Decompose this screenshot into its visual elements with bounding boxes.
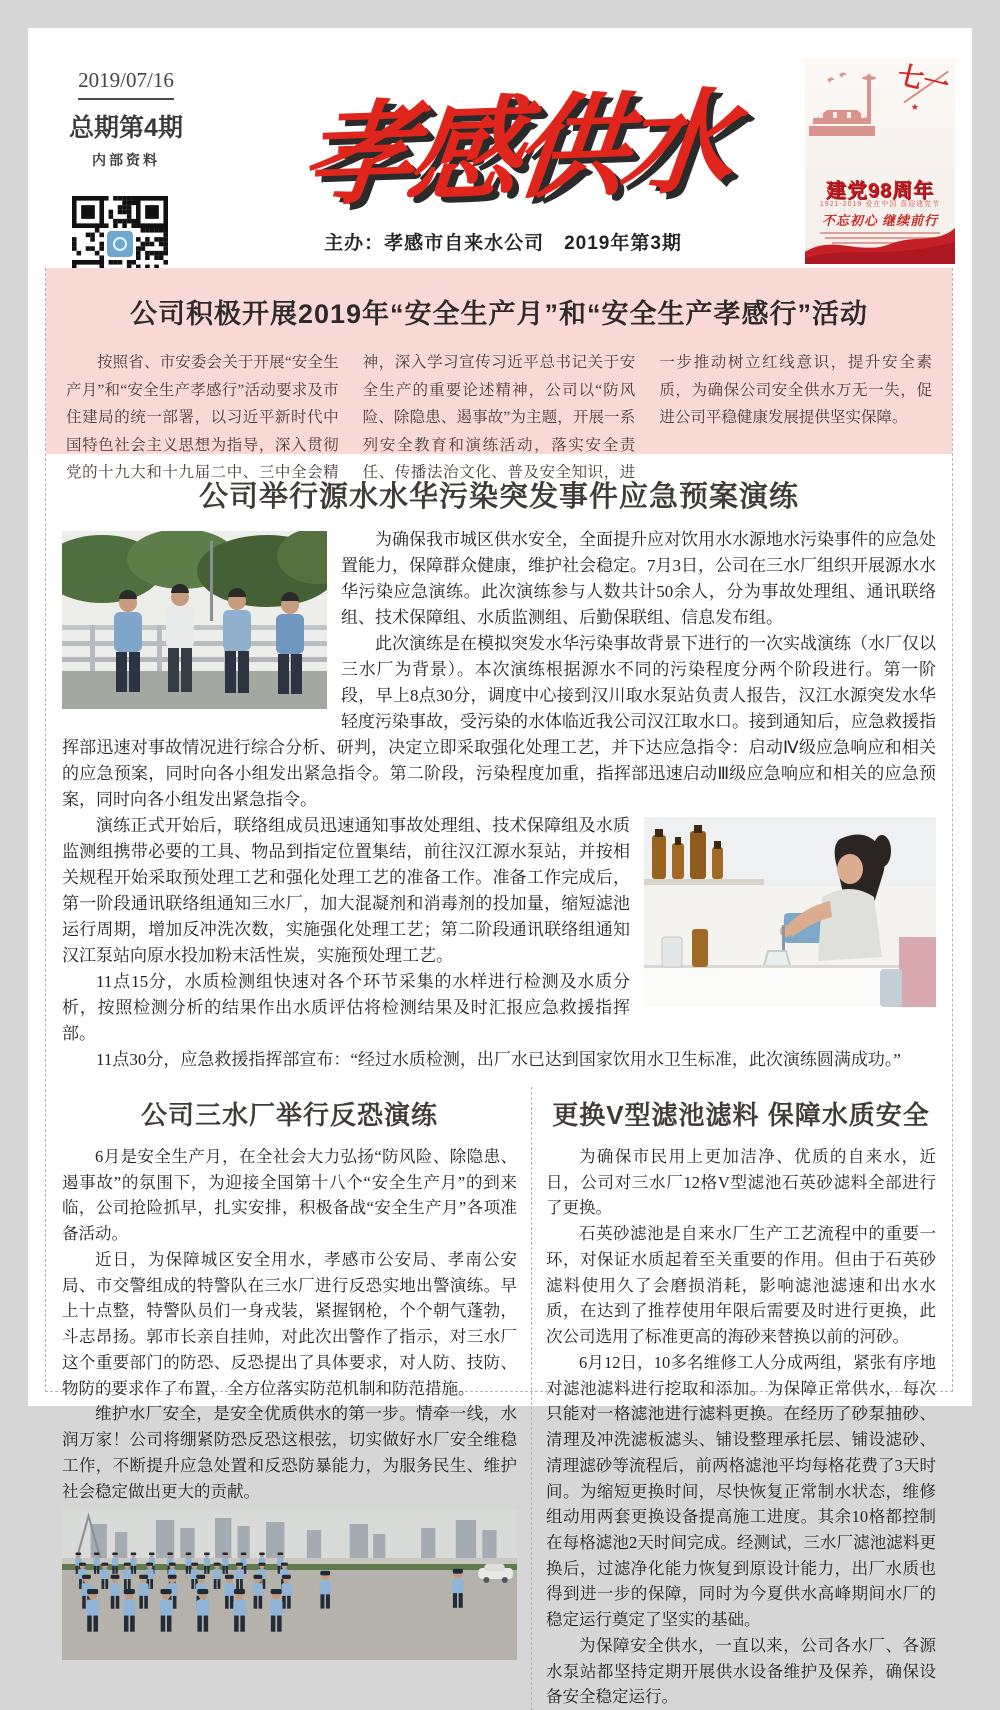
article-filter-paragraph: 石英砂滤池是自来水厂生产工艺流程中的重要一环，对保证水质起着至关重要的作用。但由于石英砂滤料使用久了会磨损消耗，影响滤池滤速和出水水质，在达到了推荐使用年限后需要及时进行更换，此次公司选用了标准更高的海砂来替换以前的河砂。 (546, 1224, 936, 1347)
tiananmen-doves-icon (809, 72, 899, 142)
article-drill-headline: 公司举行源水水华污染突发事件应急预案演练 (198, 481, 799, 513)
issue-classification: 内部资料 (92, 152, 160, 168)
article-antiterror-paragraph: 维护水厂安全，是安全优质供水的第一步。情牵一线，水润万家！公司将绷紧防恐反恐这根弦，切实做好水厂安全维稳工作，不断提升应急处置和反恐防暴能力，为服务民生、维护社会稳定做出更大的贡献。 (62, 1404, 517, 1501)
article-drill-paragraph: 此次演练是在模拟突发水华污染事故背景下进行的一次实战演练（水厂仅以三水厂为背景）。本次演练根据源水不同的污染程度分两个阶段进行。第一阶段，早上8点30分，调度中心接到汉川取水泵站负责人报告，汉江水源突发水华轻度污染事故，受污染的水体临近我公司汉江取水口。接到通知后，应急救援指挥部迅速对事故情况进行综合分析、研判，决定立即采取强化处理工艺，并下达应急指令：启动Ⅳ级应急响应和相关的应急预案，同时向各小组发出紧急指令。第二阶段，污染程度加重，指挥部迅速启动Ⅲ级应急响应和相关的应急预案，同时向各小组发出紧急指令。 (62, 634, 936, 809)
content-frame (45, 268, 953, 1707)
article-filter-headline: 更换V型滤池滤料 保障水质安全 (552, 1100, 930, 1130)
poster-slogan: 不忘初心 继续前行 (821, 213, 939, 228)
article-antiterror-paragraph: 6月是安全生产月，在全社会大力弘扬“防风险、除隐患、遏事故”的氛围下，为迎接全国第十八个“安全生产月”的到来临，公司抢险抓早，扎实安排，积极备战“安全生产月”各项准备活动。 (62, 1147, 517, 1244)
article-drill-paragraph: 11点15分，水质检测组快速对各个环节采集的水样进行检测及水质分析，按照检测分析的结果作出水质评估将检测结果及时汇报应急救援指挥部。 (62, 972, 630, 1043)
masthead (223, 46, 808, 234)
newspaper-page (28, 28, 972, 1707)
issue-number: 总期第4期 (69, 114, 183, 142)
poster-anniversary-title: 建党98周年 (825, 180, 935, 202)
article-drill-paragraph: 为确保我市城区供水安全，全面提升应对饮用水水源地水污染事件的应急处置能力，保障群众健康，维护社会稳定。7月3日，公司在三水厂组织开展源水水华污染应急演练。此次演练参与人数共计50余人，分为事故处理组、通讯联络组、技术保障组、水质监测组、后勤保联组、信息发布组。 (341, 530, 936, 627)
article-drill-body (62, 527, 936, 1073)
poster-star-icon: ★ (910, 102, 919, 112)
article-antiterror-drill (46, 1087, 532, 1710)
banner-article (46, 268, 952, 482)
article-antiterror-headline: 公司三水厂举行反恐演练 (140, 1100, 438, 1130)
photo-police-formation (62, 1510, 517, 1660)
article-filter-media (532, 1087, 952, 1710)
photo-drill-site (62, 531, 327, 709)
masthead-calligraphy-title: 孝感供水 (294, 81, 734, 220)
article-drill-paragraph: 演练正式开始后，联络组成员迅速通知事故处理组、技术保障组及水质监测组携带必要的工具、物品到指定位置集结，前往汉江源水泵站，并按相关规程开始采取预处理工艺和强化处理工艺的准备工作。准备工作完成后，第一阶段通讯联络组通知三水厂，加大混凝剂和消毒剂的投加量，缩短滤池运行周期，增加反冲洗次数，实施强化处理工艺；第二阶段通讯联络组通知汉江泵站向原水投加粉末活性炭，实施预处理工艺。 (62, 816, 630, 965)
masthead-subtitle: 主办：孝感市自来水公司 2019年第3期 (324, 233, 682, 254)
article-filter-paragraph: 为保障安全供水，一直以来，公司各水厂、各源水泵站都坚持定期开展供水设备维护及保养，确保设备安全稳定运行。 (546, 1635, 936, 1707)
article-source-water-drill (46, 474, 952, 1073)
article-drill-paragraph: 11点30分，应急救援指挥部宣布：“经过水质检测，出厂水已达到国家饮用水卫生标准，此次演练圆满成功。” (96, 1050, 901, 1069)
poster-qiyi-label: 七一 (894, 60, 952, 101)
article-filter-body (546, 1144, 936, 1710)
article-filter-paragraph: 为确保市民用上更加洁净、优质的自来水，近日，公司对三水厂12格V型滤池石英砂滤料全部进行了更换。 (546, 1147, 936, 1218)
banner-body-text: 按照省、市安委会关于开展“安全生产月”和“安全生产孝感行”活动要求及市住建局的统一部署，以习近平新时代中国特色社会主义思想为指导，深入贯彻党的十九大和十九届二中、三中全会精神，深入学习宣传习近平总书记关于安全生产的重要论述精神，公司以“防风险、除隐患、遏事故”为主题，开展一系列安全教育和演练活动，落实安全责任、传播法治文化、普及安全知识，进一步推动树立红线意识，提升安全素质，为确保公司安全供水万无一失，促进公司平稳健康发展提供坚实保障。 (66, 354, 932, 482)
qr-center-logo-icon (105, 229, 135, 259)
article-antiterror-body (62, 1144, 517, 1504)
red-ribbon-icon (805, 222, 955, 264)
photo-water-quality-lab (644, 817, 936, 1007)
banner-headline: 公司积极开展2019年“安全生产月”和“安全生产孝感行”活动 (129, 299, 869, 329)
article-filter-paragraph: 6月12日，10多名维修工人分成两组，紧张有序地对滤池滤料进行挖取和添加。为保障正常供水，每次只能对一格滤池进行滤料更换。在经历了砂泵抽砂、清理及冲洗滤板滤头、铺设整理承托层、铺设滤砂、清理滤砂等流程后，前两格滤池平均每格花费了3天时间。为缩短更换时间，尽快恢复正常制水状态，维修组动用两套更换设备提高施工进度。其余10格都控制在每格滤池2天时间完成。经测试，三水厂滤池滤料更换后，过滤净化能力恢复到原设计能力，出厂水质也得到进一步的保障，同时为今夏供水高峰期间水厂的稳定运行奠定了坚实的基础。 (546, 1352, 936, 1630)
issue-date: 2019/07/16 (78, 68, 174, 100)
poster-anniversary-subtitle: 1921-2019 爱在中国 喜迎建党节 (819, 201, 941, 208)
party-anniversary-poster (805, 58, 955, 264)
article-antiterror-paragraph: 近日，为保障城区安全用水，孝感市公安局、孝南公安局、市交警组成的特警队在三水厂进行反恐实地出警演练。早上十点整，特警队员们一身戎装，紧握钢枪，个个朝气蓬勃，斗志昂扬。郭市长亲自挂帅，对此次出警作了指示，对三水厂这个重要部门的防恐、反恐提出了具体要求，对人防、技防、物防的要求作了布置，全方位落实防范机制和防范措施。 (62, 1249, 517, 1398)
issue-info-block (62, 68, 190, 170)
bottom-articles-row (46, 1087, 952, 1710)
